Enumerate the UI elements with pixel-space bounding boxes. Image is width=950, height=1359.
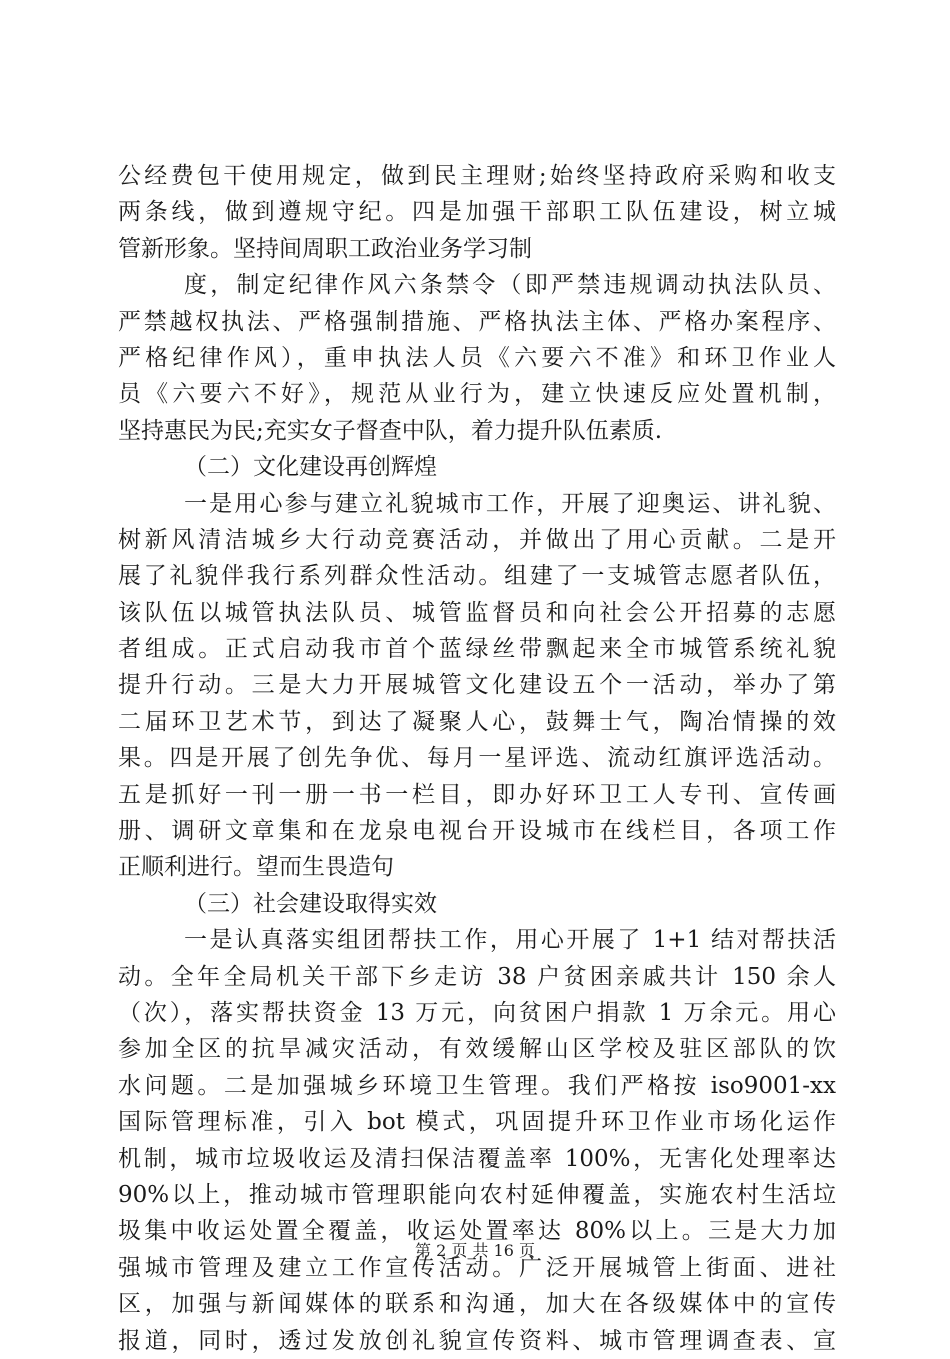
text-line: 参加全区的抗旱减灾活动，有效缓解山区学校及驻区部队的饮 — [118, 1036, 836, 1063]
text-line: 一是认真落实组团帮扶工作，用心开展了 1+1 结对帮扶活 — [184, 927, 836, 954]
text-line: 区，加强与新闻媒体的联系和沟通，加大在各级媒体中的宣传 — [118, 1291, 836, 1318]
text-line: 树新风清洁城乡大行动竞赛活动，并做出了用心贡献。二是开 — [118, 526, 836, 553]
text-line: 动。全年全局机关干部下乡走访 38 户贫困亲戚共计 150 余人 — [118, 963, 836, 990]
page-footer: 第 2 页 共 16 页 — [415, 1241, 535, 1260]
text-line: 90%以上，推动城市管理职能向农村延伸覆盖，实施农村生活垃 — [118, 1181, 836, 1208]
text-line: 正顺利进行。望而生畏造句 — [118, 854, 394, 881]
text-line: 该队伍以城管执法队员、城管监督员和向社会公开招募的志愿 — [118, 599, 836, 626]
text-line: 二届环卫艺术节，到达了凝聚人心，鼓舞士气，陶冶情操的效 — [118, 708, 836, 735]
section-heading: （二）文化建设再创辉煌 — [184, 454, 437, 481]
text-line: 国际管理标准，引入 bot 模式，巩固提升环卫作业市场化运作 — [118, 1109, 836, 1136]
text-line: 管新形象。坚持间周职工政治业务学习制 — [118, 235, 532, 262]
text-line: 严格纪律作风），重申执法人员《六要六不准》和环卫作业人 — [118, 344, 836, 371]
text-line: 水问题。二是加强城乡环境卫生管理。我们严格按 iso9001-xx — [118, 1072, 836, 1099]
text-line: 展了礼貌伴我行系列群众性活动。组建了一支城管志愿者队伍， — [118, 563, 836, 590]
text-line: （次），落实帮扶资金 13 万元，向贫困户捐款 1 万余元。用心 — [118, 999, 836, 1026]
section-heading: （三）社会建设取得实效 — [184, 890, 437, 917]
text-line: 圾集中收运处置全覆盖，收运处置率达 80%以上。三是大力加 — [118, 1218, 836, 1245]
text-line: 坚持惠民为民;充实女子督查中队，着力提升队伍素质. — [118, 417, 663, 444]
text-line: 严禁越权执法、严格强制措施、严格执法主体、严格办案程序、 — [118, 308, 836, 335]
text-line: 报道，同时，透过发放创礼貌宣传资料、城市管理调查表、宣 — [118, 1327, 836, 1354]
text-line: 度，制定纪律作风六条禁令（即严禁违规调动执法队员、 — [184, 272, 836, 299]
text-line: 果。四是开展了创先争优、每月一星评选、流动红旗评选活动。 — [118, 745, 836, 772]
text-line: 一是用心参与建立礼貌城市工作，开展了迎奥运、讲礼貌、 — [184, 490, 836, 517]
text-line: 提升行动。三是大力开展城管文化建设五个一活动，举办了第 — [118, 672, 836, 699]
text-line: 五是抓好一刊一册一书一栏目，即办好环卫工人专刊、宣传画 — [118, 781, 836, 808]
text-line: 机制，城市垃圾收运及清扫保洁覆盖率 100%，无害化处理率达 — [118, 1145, 836, 1172]
body-text — [118, 158, 836, 1359]
text-line: 强城市管理及建立工作宣传活动。广泛开展城管上街面、进社 — [118, 1254, 836, 1281]
text-line: 员《六要六不好》，规范从业行为，建立快速反应处置机制， — [118, 381, 836, 408]
text-line: 者组成。正式启动我市首个蓝绿丝带飘起来全市城管系统礼貌 — [118, 636, 836, 663]
text-line: 公经费包干使用规定，做到民主理财;始终坚持政府采购和收支 — [118, 163, 836, 189]
text-line: 两条线，做到遵规守纪。四是加强干部职工队伍建设，树立城 — [118, 199, 836, 226]
text-line: 册、调研文章集和在龙泉电视台开设城市在线栏目，各项工作 — [118, 818, 836, 845]
